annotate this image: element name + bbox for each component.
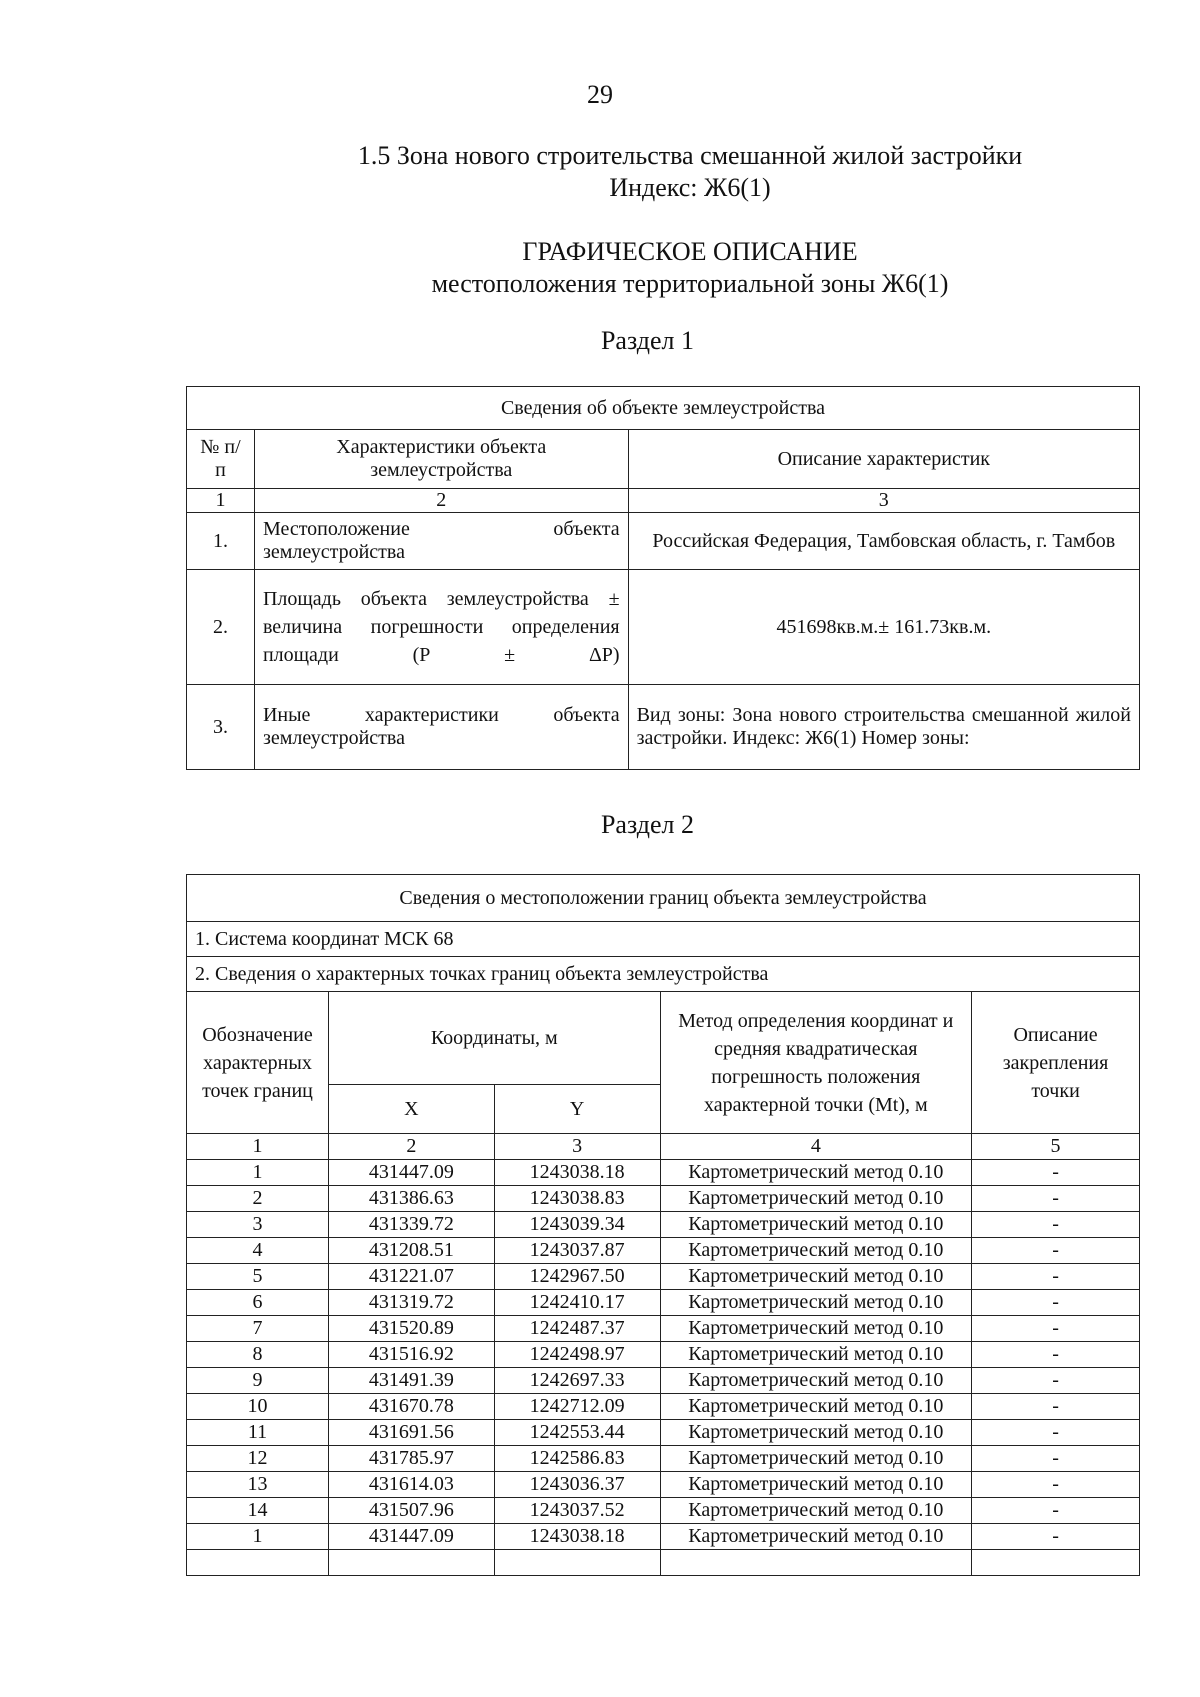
col-number: 2 (328, 1134, 494, 1160)
point-id: 14 (187, 1498, 329, 1524)
points-table-body (187, 1160, 1140, 1550)
header-description: Описание характеристик (628, 430, 1139, 489)
table-row (187, 1524, 1140, 1550)
point-y: 1242712.09 (494, 1394, 660, 1420)
table-row (187, 1446, 1140, 1472)
point-id: 13 (187, 1472, 329, 1498)
section1-title: Раздел 1 (600, 326, 695, 355)
table-row (187, 1186, 1140, 1212)
point-y: 1243037.87 (494, 1238, 660, 1264)
point-id: 4 (187, 1238, 329, 1264)
point-method: Картометрический метод 0.10 (660, 1524, 972, 1550)
coord-system: 1. Система координат МСК 68 (187, 922, 1140, 957)
row-description: 451698кв.м.± 161.73кв.м. (628, 570, 1139, 685)
point-fixing: - (972, 1264, 1140, 1290)
header-fixing: Описание закрепления точки (972, 992, 1140, 1134)
point-id: 12 (187, 1446, 329, 1472)
empty-cell (328, 1550, 494, 1576)
point-method: Картометрический метод 0.10 (660, 1238, 972, 1264)
point-id: 2 (187, 1186, 329, 1212)
col-number: 3 (494, 1134, 660, 1160)
table-row (187, 1498, 1140, 1524)
row-description: Вид зоны: Зона нового строительства смешанной жилой застройки. Индекс: Ж6(1) Номер зоны: (628, 685, 1139, 770)
point-y: 1243038.18 (494, 1160, 660, 1186)
point-fixing: - (972, 1238, 1140, 1264)
point-x: 431221.07 (328, 1264, 494, 1290)
header-method: Метод определения координат и средняя квадратическая погрешность положения характерной точки (Mt), м (660, 992, 972, 1134)
header-coordinates: Координаты, м (328, 992, 660, 1085)
point-y: 1242967.50 (494, 1264, 660, 1290)
row-num: 2. (187, 570, 255, 685)
col-number: 4 (660, 1134, 972, 1160)
zone-heading (300, 140, 1080, 204)
table-row (187, 1264, 1140, 1290)
zone-heading-line1: 1.5 Зона нового строительства смешанной жилой застройки (357, 141, 1023, 170)
point-id: 1 (187, 1160, 329, 1186)
row-description: Российская Федерация, Тамбовская область, г. Тамбов (628, 513, 1139, 570)
point-y: 1242487.37 (494, 1316, 660, 1342)
point-y: 1243038.83 (494, 1186, 660, 1212)
table-row (187, 1316, 1140, 1342)
table-row (187, 1212, 1140, 1238)
point-method: Картометрический метод 0.10 (660, 1316, 972, 1342)
section2-title: Раздел 2 (600, 810, 695, 839)
point-fixing: - (972, 1446, 1140, 1472)
point-fixing: - (972, 1394, 1140, 1420)
point-fixing: - (972, 1524, 1140, 1550)
point-x: 431319.72 (328, 1290, 494, 1316)
row-characteristic: Площадь объекта землеустройства ± величина погрешности определения площади (Р ± ΔР) (254, 570, 628, 685)
point-x: 431491.39 (328, 1368, 494, 1394)
header-designation: Обозначение характерных точек границ (187, 992, 329, 1134)
zone-heading-line2: Индекс: Ж6(1) (609, 173, 771, 202)
header-characteristic: Характеристики объекта землеустройства (254, 430, 628, 489)
point-method: Картометрический метод 0.10 (660, 1394, 972, 1420)
section1-table (186, 386, 1140, 770)
table-row (187, 1342, 1140, 1368)
section2-table (186, 874, 1140, 1576)
point-method: Картометрический метод 0.10 (660, 1264, 972, 1290)
point-id: 6 (187, 1290, 329, 1316)
point-fixing: - (972, 1290, 1140, 1316)
point-method: Картометрический метод 0.10 (660, 1186, 972, 1212)
graphic-description-heading (390, 236, 990, 300)
header-num: № п/п (187, 430, 255, 489)
header-x: X (328, 1085, 494, 1134)
point-y: 1243037.52 (494, 1498, 660, 1524)
point-x: 431516.92 (328, 1342, 494, 1368)
point-x: 431507.96 (328, 1498, 494, 1524)
table-row (187, 1394, 1140, 1420)
page-number: 29 (587, 80, 613, 109)
point-y: 1242498.97 (494, 1342, 660, 1368)
point-x: 431691.56 (328, 1420, 494, 1446)
point-fixing: - (972, 1212, 1140, 1238)
point-x: 431208.51 (328, 1238, 494, 1264)
empty-cell (187, 1550, 329, 1576)
point-y: 1242410.17 (494, 1290, 660, 1316)
header-y: Y (494, 1085, 660, 1134)
point-y: 1243039.34 (494, 1212, 660, 1238)
point-method: Картометрический метод 0.10 (660, 1498, 972, 1524)
point-x: 431447.09 (328, 1524, 494, 1550)
point-x: 431520.89 (328, 1316, 494, 1342)
point-id: 5 (187, 1264, 329, 1290)
point-y: 1242697.33 (494, 1368, 660, 1394)
point-id: 1 (187, 1524, 329, 1550)
table-row (187, 1238, 1140, 1264)
point-fixing: - (972, 1316, 1140, 1342)
table-row (187, 1368, 1140, 1394)
point-id: 11 (187, 1420, 329, 1446)
empty-cell (972, 1550, 1140, 1576)
point-method: Картометрический метод 0.10 (660, 1420, 972, 1446)
point-fixing: - (972, 1160, 1140, 1186)
point-fixing: - (972, 1472, 1140, 1498)
point-fixing: - (972, 1498, 1140, 1524)
point-fixing: - (972, 1186, 1140, 1212)
point-id: 7 (187, 1316, 329, 1342)
row-num: 3. (187, 685, 255, 770)
point-y: 1243038.18 (494, 1524, 660, 1550)
empty-cell (660, 1550, 972, 1576)
row-num: 1. (187, 513, 255, 570)
graphic-description-subtitle: местоположения территориальной зоны Ж6(1) (431, 269, 949, 298)
point-fixing: - (972, 1342, 1140, 1368)
point-x: 431339.72 (328, 1212, 494, 1238)
point-method: Картометрический метод 0.10 (660, 1290, 972, 1316)
col-number: 2 (254, 489, 628, 513)
section2-table-title: Сведения о местоположении границ объекта землеустройства (187, 875, 1140, 922)
point-method: Картометрический метод 0.10 (660, 1446, 972, 1472)
point-method: Картометрический метод 0.10 (660, 1342, 972, 1368)
col-number: 3 (628, 489, 1139, 513)
point-id: 3 (187, 1212, 329, 1238)
point-x: 431785.97 (328, 1446, 494, 1472)
point-y: 1242586.83 (494, 1446, 660, 1472)
point-x: 431614.03 (328, 1472, 494, 1498)
row-characteristic: Иные характеристики объекта землеустройства (254, 685, 628, 770)
col-number: 5 (972, 1134, 1140, 1160)
point-fixing: - (972, 1420, 1140, 1446)
point-id: 8 (187, 1342, 329, 1368)
point-method: Картометрический метод 0.10 (660, 1212, 972, 1238)
point-id: 9 (187, 1368, 329, 1394)
table-row (187, 1420, 1140, 1446)
graphic-description-title: ГРАФИЧЕСКОЕ ОПИСАНИЕ (522, 237, 858, 266)
table-row (187, 1472, 1140, 1498)
row-characteristic: Местоположение объекта землеустройства (254, 513, 628, 570)
section1-table-title: Сведения об объекте землеустройства (187, 387, 1140, 430)
col-number: 1 (187, 489, 255, 513)
point-y: 1243036.37 (494, 1472, 660, 1498)
point-id: 10 (187, 1394, 329, 1420)
table-row (187, 1160, 1140, 1186)
point-x: 431447.09 (328, 1160, 494, 1186)
point-x: 431386.63 (328, 1186, 494, 1212)
col-number: 1 (187, 1134, 329, 1160)
empty-cell (494, 1550, 660, 1576)
point-method: Картометрический метод 0.10 (660, 1160, 972, 1186)
point-fixing: - (972, 1368, 1140, 1394)
point-x: 431670.78 (328, 1394, 494, 1420)
points-title: 2. Сведения о характерных точках границ объекта землеустройства (187, 957, 1140, 992)
point-y: 1242553.44 (494, 1420, 660, 1446)
point-method: Картометрический метод 0.10 (660, 1368, 972, 1394)
table-row (187, 1290, 1140, 1316)
point-method: Картометрический метод 0.10 (660, 1472, 972, 1498)
